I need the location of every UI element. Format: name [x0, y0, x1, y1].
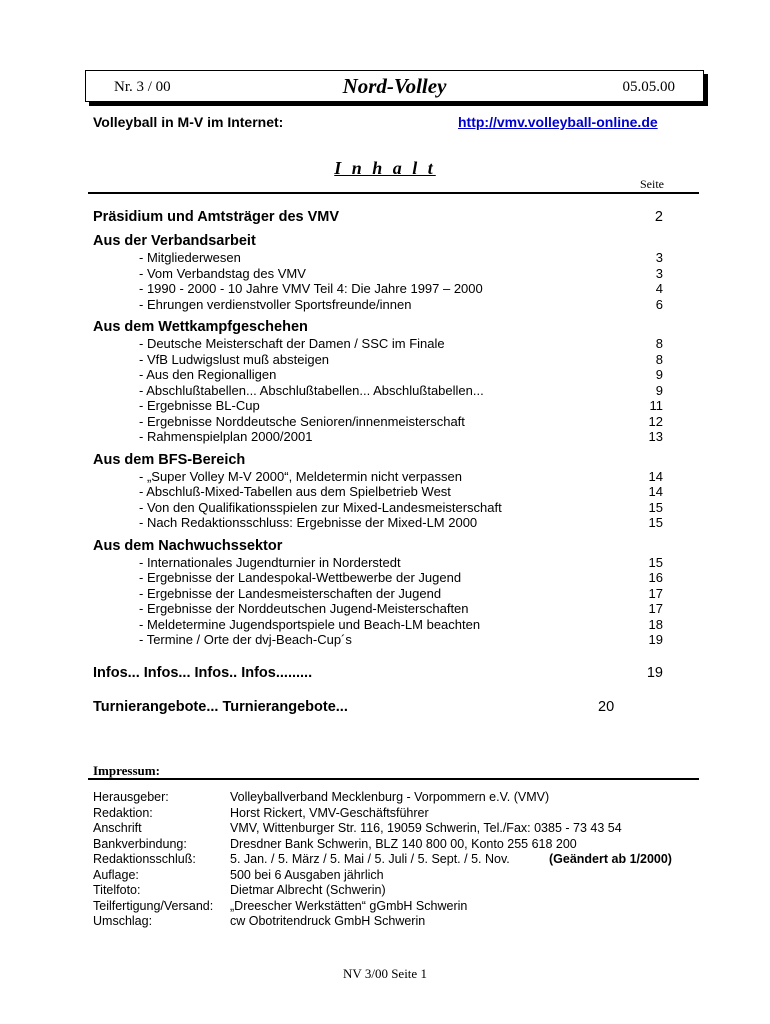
issue-date: 05.05.00	[622, 79, 675, 95]
toc-item	[93, 336, 663, 352]
page-column-label: Seite	[640, 177, 664, 191]
item-page: 6	[655, 296, 663, 312]
impressum-value: Horst Rickert, VMV-Geschäftsführer	[230, 805, 429, 820]
item-page: 17	[648, 585, 663, 601]
section-title: Aus der Verbandsarbeit	[93, 233, 256, 249]
toc-item	[93, 586, 663, 602]
impressum-row	[93, 790, 693, 806]
item-page: 13	[648, 429, 663, 444]
item-page: 8	[655, 336, 663, 351]
item-text: - Abschlußtabellen... Abschlußtabellen... Abschlußtabellen...	[139, 382, 484, 398]
item-page: 14	[648, 484, 663, 499]
impressum-row	[93, 883, 693, 899]
impressum-label: Umschlag:	[93, 914, 153, 928]
toc-item	[93, 555, 663, 571]
impressum-label: Titelfoto:	[93, 883, 141, 897]
impressum-row	[93, 914, 693, 930]
toc-title: I n h a l t	[334, 158, 436, 178]
item-text: - Termine / Orte der dvj-Beach-Cup´s	[139, 632, 352, 647]
toc-item	[93, 617, 663, 633]
impressum-label: Redaktionsschluß:	[93, 852, 196, 866]
section-title: Aus dem Nachwuchssektor	[93, 537, 283, 554]
toc-section	[93, 451, 663, 469]
impressum-row	[93, 868, 693, 884]
toc-section-infos	[93, 664, 663, 682]
internet-label: Volleyball in M-V im Internet:	[93, 114, 284, 130]
item-text: - Deutsche Meisterschaft der Damen / SSC im Finale	[139, 336, 445, 351]
impressum-label: Auflage:	[93, 867, 139, 882]
item-text: - Nach Redaktionsschluss: Ergebnisse der Mixed-LM 2000	[139, 515, 478, 530]
item-text: - Rahmenspielplan 2000/2001	[139, 429, 313, 444]
item-page: 3	[655, 250, 663, 265]
website-link[interactable]: http://vmv.volleyball-online.de	[458, 114, 658, 130]
toc-item	[93, 570, 663, 586]
divider	[88, 192, 699, 194]
impressum-row	[93, 837, 693, 853]
item-text: - 1990 - 2000 - 10 Jahre VMV Teil 4: Die Jahre 1997 – 2000	[139, 281, 483, 296]
item-page: 15	[648, 499, 663, 515]
toc-item	[93, 383, 663, 399]
toc-item	[93, 601, 663, 617]
toc-section	[93, 232, 663, 250]
toc-item	[93, 414, 663, 430]
item-page: 8	[655, 351, 663, 367]
item-text: - Mitgliederwesen	[139, 250, 241, 265]
impressum-label: Herausgeber:	[93, 790, 169, 804]
impressum	[93, 790, 693, 930]
table-of-contents	[93, 208, 663, 716]
toc-item	[93, 281, 663, 297]
issue-number: Nr. 3 / 00	[114, 79, 171, 95]
toc-item	[93, 367, 663, 383]
item-page: 11	[649, 398, 663, 413]
item-text: - Ergebnisse der Landesmeisterschaften der Jugend	[139, 585, 442, 601]
item-text: - Ergebnisse Norddeutsche Senioren/innenmeisterschaft	[139, 413, 465, 429]
impressum-label: Anschrift	[93, 821, 142, 835]
item-text: - Ergebnisse der Landespokal-Wettbewerbe der Jugend	[139, 570, 462, 585]
item-text: - Aus den Regionalligen	[139, 367, 277, 382]
item-text: - Ergebnisse BL-Cup	[139, 398, 260, 413]
item-page: 14	[648, 468, 663, 484]
toc-item	[93, 398, 663, 414]
impressum-value: cw Obotritendruck GmbH Schwerin	[230, 914, 426, 928]
item-page: 12	[648, 413, 663, 429]
toc-item	[93, 429, 663, 445]
toc-item	[93, 500, 663, 516]
divider	[88, 778, 699, 780]
item-text: - Abschluß-Mixed-Tabellen aus dem Spielbetrieb West	[139, 484, 451, 499]
toc-section	[93, 537, 663, 555]
toc-item	[93, 515, 663, 531]
impressum-row	[93, 821, 693, 837]
section-title: Aus dem BFS-Bereich	[93, 451, 246, 468]
toc-item	[93, 352, 663, 368]
toc-section	[93, 318, 663, 336]
toc-item	[93, 469, 663, 485]
toc-section	[93, 208, 663, 226]
item-page: 16	[648, 570, 663, 585]
toc-item	[93, 297, 663, 313]
item-page: 15	[648, 554, 663, 570]
impressum-label: Teilfertigung/Versand:	[93, 898, 214, 913]
impressum-value: VMV, Wittenburger Str. 116, 19059 Schwerin, Tel./Fax: 0385 - 73 43 54	[230, 821, 622, 835]
impressum-label: Bankverbindung:	[93, 836, 187, 851]
section-title: Turnierangebote... Turnierangebote...	[93, 698, 348, 715]
impressum-value: Dietmar Albrecht (Schwerin)	[230, 883, 386, 897]
item-page: 19	[648, 632, 663, 647]
toc-item	[93, 266, 663, 282]
item-page: 9	[655, 367, 663, 382]
impressum-value: 500 bei 6 Ausgaben jährlich	[230, 867, 384, 882]
section-title: Aus dem Wettkampfgeschehen	[93, 319, 308, 335]
item-page: 4	[655, 281, 663, 296]
impressum-row	[93, 806, 693, 822]
impressum-label: Redaktion:	[93, 805, 153, 820]
item-page: 9	[655, 382, 663, 398]
toc-item	[93, 250, 663, 266]
section-page: 19	[646, 664, 663, 681]
item-page: 3	[655, 265, 663, 281]
impressum-row	[93, 852, 693, 868]
impressum-title: Impressum:	[93, 763, 160, 778]
impressum-row	[93, 899, 693, 915]
item-text: - VfB Ludwigslust muß absteigen	[139, 351, 330, 367]
item-text: - Meldetermine Jugendsportspiele und Beach-LM beachten	[139, 616, 481, 632]
section-title: Präsidium und Amtsträger des VMV	[93, 209, 340, 225]
impressum-value: „Dreescher Werkstätten“ gGmbH Schwerin	[230, 898, 468, 913]
section-page: 20	[598, 698, 615, 715]
item-text: - Ergebnisse der Norddeutschen Jugend-Meisterschaften	[139, 601, 469, 616]
toc-item	[93, 484, 663, 500]
item-text: - Ehrungen verdienstvoller Sportsfreunde/innen	[139, 296, 412, 312]
toc-section-turnier	[93, 698, 663, 716]
impressum-value: Volleyballverband Mecklenburg - Vorpommern e.V. (VMV)	[230, 790, 550, 804]
item-page: 17	[648, 601, 663, 616]
item-text: - Vom Verbandstag des VMV	[139, 265, 306, 281]
impressum-value: Dresdner Bank Schwerin, BLZ 140 800 00, Konto 255 618 200	[230, 836, 577, 851]
page-footer: NV 3/00 Seite 1	[343, 966, 427, 981]
item-text: - Internationales Jugendturnier in Norderstedt	[139, 554, 401, 570]
impressum-note: (Geändert ab 1/2000)	[549, 852, 672, 866]
section-title: Infos... Infos... Infos.. Infos.........	[93, 664, 313, 681]
impressum-value: 5. Jan. / 5. März / 5. Mai / 5. Juli / 5. Sept. / 5. Nov.	[230, 852, 510, 866]
toc-item	[93, 632, 663, 648]
item-page: 15	[648, 515, 663, 530]
item-text: - Von den Qualifikationsspielen zur Mixed-Landesmeisterschaft	[139, 499, 502, 515]
section-page: 2	[654, 209, 663, 225]
newsletter-title: Nord-Volley	[342, 74, 447, 98]
item-page: 18	[648, 616, 663, 632]
item-text: - „Super Volley M-V 2000“, Meldetermin nicht verpassen	[139, 468, 462, 484]
header-box	[85, 70, 704, 102]
